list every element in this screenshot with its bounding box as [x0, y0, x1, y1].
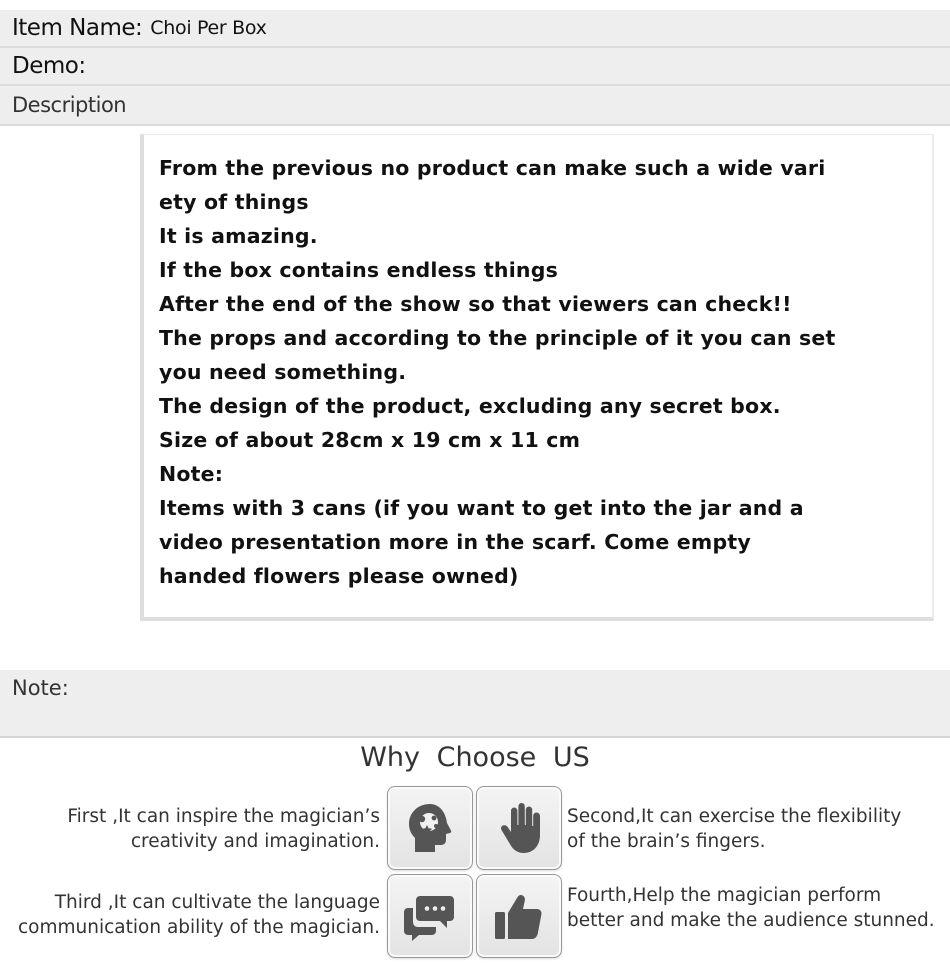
- feature-second-text: [567, 804, 901, 854]
- feature-fourth-line1: Fourth,Help the magician perform: [567, 885, 882, 906]
- description-line: you need something.: [159, 360, 407, 384]
- feature-second-line2: of the brain’s fingers.: [567, 831, 766, 852]
- note-label: Note:: [12, 676, 69, 700]
- description-row: [0, 86, 950, 126]
- chat-bubbles-icon-tile: [387, 874, 473, 958]
- description-card: [140, 134, 934, 621]
- chat-bubbles-icon: [400, 886, 460, 946]
- thumbs-up-icon: [489, 886, 549, 946]
- description-line: Note:: [159, 462, 224, 486]
- description-line: The design of the product, excluding any secret box.: [159, 394, 781, 418]
- description-line: handed flowers please owned): [159, 564, 519, 588]
- feature-first-text: [67, 804, 380, 854]
- hand-icon-tile: [476, 786, 562, 870]
- feature-fourth-line2: better and make the audience stunned.: [567, 910, 935, 931]
- demo-label: Demo:: [12, 53, 86, 79]
- feature-second-line1: Second,It can exercise the flexibility: [567, 806, 902, 827]
- feature-third-line1: Third ,It can cultivate the language: [54, 892, 380, 913]
- hand-icon: [489, 798, 549, 858]
- feature-first-line1: First ,It can inspire the magician’s: [67, 806, 380, 827]
- brain-head-icon: [400, 798, 460, 858]
- feature-third-line2: communication ability of the magician.: [18, 917, 380, 938]
- description-line: Items with 3 cans (if you want to get into the jar and a: [159, 496, 804, 520]
- description-line: Size of about 28cm x 19 cm x 11 cm: [159, 428, 581, 452]
- feature-third-text: [18, 890, 380, 940]
- thumbs-up-icon-tile: [476, 874, 562, 958]
- description-line: After the end of the show so that viewers can check!!: [159, 292, 792, 316]
- description-line: It is amazing.: [159, 224, 318, 248]
- description-line: ety of things: [159, 190, 309, 214]
- note-row: [0, 670, 950, 738]
- description-line: The props and according to the principle of it you can set: [159, 326, 836, 350]
- description-line: If the box contains endless things: [159, 258, 558, 282]
- item-name-value: Choi Per Box: [150, 17, 267, 39]
- description-line: video presentation more in the scarf. Come empty: [159, 530, 751, 554]
- feature-fourth-text: [567, 883, 935, 933]
- feature-first-line2: creativity and imagination.: [130, 831, 380, 852]
- item-name-row: [0, 10, 950, 48]
- description-line: From the previous no product can make such a wide vari: [159, 156, 826, 180]
- why-choose-title: Why Choose US: [360, 742, 590, 773]
- demo-row: [0, 48, 950, 86]
- brain-head-icon-tile: [387, 786, 473, 870]
- description-label: Description: [12, 93, 127, 117]
- item-name-label: Item Name:: [12, 15, 143, 41]
